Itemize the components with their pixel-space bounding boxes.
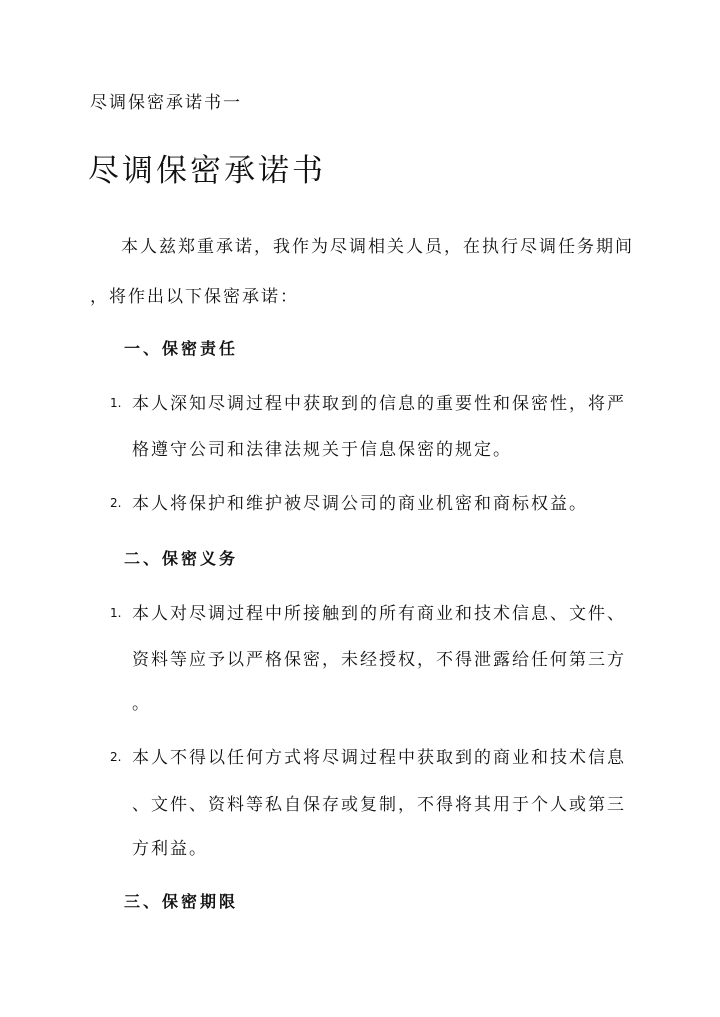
list-item-line: 本人不得以任何方式将尽调过程中获取到的商业和技术信息 xyxy=(132,748,626,768)
document-main-title: 尽调保密承诺书 xyxy=(88,153,326,189)
list-item-number: 2. xyxy=(110,496,122,510)
list-item-number: 2. xyxy=(110,750,122,764)
section-heading-confidentiality-obligation: 二、保密义务 xyxy=(124,549,239,568)
list-item-line: 。 xyxy=(132,694,151,714)
intro-paragraph-line-1: 本人兹郑重承诺，我作为尽调相关人员，在执行尽调任务期间 xyxy=(121,237,634,257)
list-item-number: 1. xyxy=(110,396,122,410)
list-item-line: 本人将保护和维护被尽调公司的商业机密和商标权益。 xyxy=(132,494,588,514)
list-item-line: 格遵守公司和法律法规关于信息保密的规定。 xyxy=(132,440,512,460)
list-item-number: 1. xyxy=(110,606,122,620)
document-header-title: 尽调保密承诺书一 xyxy=(90,93,242,113)
list-item-line: 方利益。 xyxy=(132,839,208,859)
list-item-line: 本人对尽调过程中所接触到的所有商业和技术信息、文件、 xyxy=(132,604,626,624)
intro-paragraph-line-2: ，将作出以下保密承诺： xyxy=(90,287,299,307)
list-item-line: 本人深知尽调过程中获取到的信息的重要性和保密性，将严 xyxy=(132,394,626,414)
list-item-line: 、文件、资料等私自保存或复制，不得将其用于个人或第三 xyxy=(132,795,626,815)
section-heading-confidentiality-period: 三、保密期限 xyxy=(124,892,239,911)
list-item-line: 资料等应予以严格保密，未经授权，不得泄露给任何第三方 xyxy=(132,650,626,670)
section-heading-confidentiality-responsibility: 一、保密责任 xyxy=(124,339,239,358)
